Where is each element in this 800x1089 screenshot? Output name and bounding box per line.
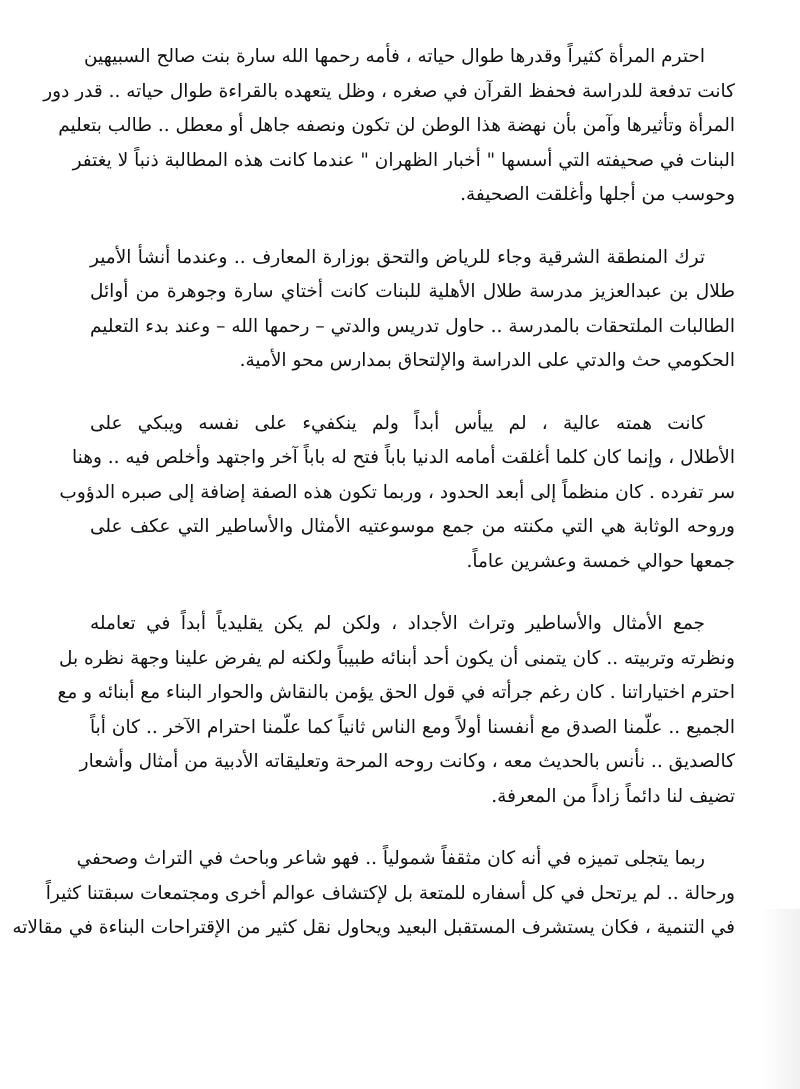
text-line: تضيف لنا دائماً زاداً من المعرفة. — [491, 785, 735, 807]
text-line: الأطلال ، وإنما كان كلما أغلقت أمامه الدنيا باباً فتح له باباً آخر واجتهد وأخلص فيه .. وهنا — [71, 447, 735, 468]
text-line: الجميع .. علّمنا الصدق مع أنفسنا أولاً ومع الناس ثانياً كما علّمنا احترام الآخر .. كان أباً — [90, 716, 735, 738]
text-line: كالصديق .. نأنس بالحديث معه ، وكانت روحه المرحة وتعليقاته الأدبية من أمثال وأشعار — [79, 751, 735, 772]
text-line: سر تفرده . كان منظماً إلى أبعد الحدود ، وربما تكون هذه الصفة إضافة إلى صبره الدؤوب — [59, 481, 735, 503]
text-line: احترم اختياراتنا . كان رغم جرأته في قول الحق يؤمن بالنقاش والحوار البناء مع أبنائه و مع — [57, 682, 735, 703]
text-line: ورحالة .. لم يرتحل في كل أسفاره للمتعة بل لإكتشاف عوالم أخرى ومجتمعات سبقتنا كثيراً — [45, 882, 735, 904]
text-line: ترك المنطقة الشرقية وجاء للرياض والتحق بوزارة المعارف .. وعندما أنشأ الأمير — [90, 246, 705, 268]
paragraph — [90, 241, 735, 379]
body-text — [12, 40, 735, 974]
text-line: وحوسب من أجلها وأغلقت الصحيفة. — [460, 184, 735, 205]
page-edge-shadow — [760, 909, 800, 1089]
paragraph — [43, 40, 735, 213]
text-line: البنات في صحيفته التي أسسها " أخبار الظهران " عندما كانت هذه المطالبة ذنباً لا يغتفر — [72, 149, 735, 171]
text-line: كانت همته عالية ، لم ييأس أبداً ولم ينكفيء على نفسه ويبكي على — [90, 412, 705, 434]
text-line: وروحه الوثابة هي التي مكنته من جمع موسوعتيه الأمثال والأساطير التي عكف على — [90, 516, 735, 537]
text-line: الحكومي حث والدتي على الدراسة والإلتحاق بمدارس محو الأمية. — [239, 350, 735, 371]
text-line: كانت تدفعة للدراسة فحفظ القرآن في صغره ، وظل يتعهده بالقراءة طوال حياته .. قدر دور — [43, 80, 735, 102]
text-line: جمعها حوالي خمسة وعشرين عاماً. — [466, 550, 735, 572]
paragraph — [59, 407, 735, 580]
text-line: في التنمية ، فكان يستشرف المستقبل البعيد ويحاول نقل كثير من الإقتراحات البناءة في مقالاته — [12, 917, 735, 938]
text-line: جمع الأمثال والأساطير وتراث الأجداد ، ولكن لم يكن يقليدياً أبداً في تعامله — [90, 613, 705, 634]
paragraph — [12, 842, 735, 946]
text-line: طلال بن عبدالعزيز مدرسة طلال الأهلية للبنات كانت أختاي سارة وجوهرة من أوائل — [90, 281, 735, 302]
text-line: الطالبات الملتحقات بالمدرسة .. حاول تدريس والدتي – رحمها الله – وعند بدء التعليم — [90, 315, 735, 337]
text-line: المرأة وتأثيرها وآمن بأن نهضة هذا الوطن لن تكون ونصفه جاهل أو معطل .. طالب بتعليم — [58, 115, 735, 136]
text-line: ونظرته وتربيته .. كان يتمنى أن يكون أحد أبنائه طبيباً ولكنه لم يفرض علينا وجهة نظره بل — [58, 647, 735, 669]
text-line: احترم المرأة كثيراً وقدرها طوال حياته ، فأمه رحمها الله سارة بنت صالح السبيهين — [83, 46, 705, 67]
paragraph — [57, 607, 735, 814]
text-line: ربما يتجلى تميزه في أنه كان مثقفاً شمولياً .. فهو شاعر وباحث في التراث وصحفي — [76, 848, 705, 869]
